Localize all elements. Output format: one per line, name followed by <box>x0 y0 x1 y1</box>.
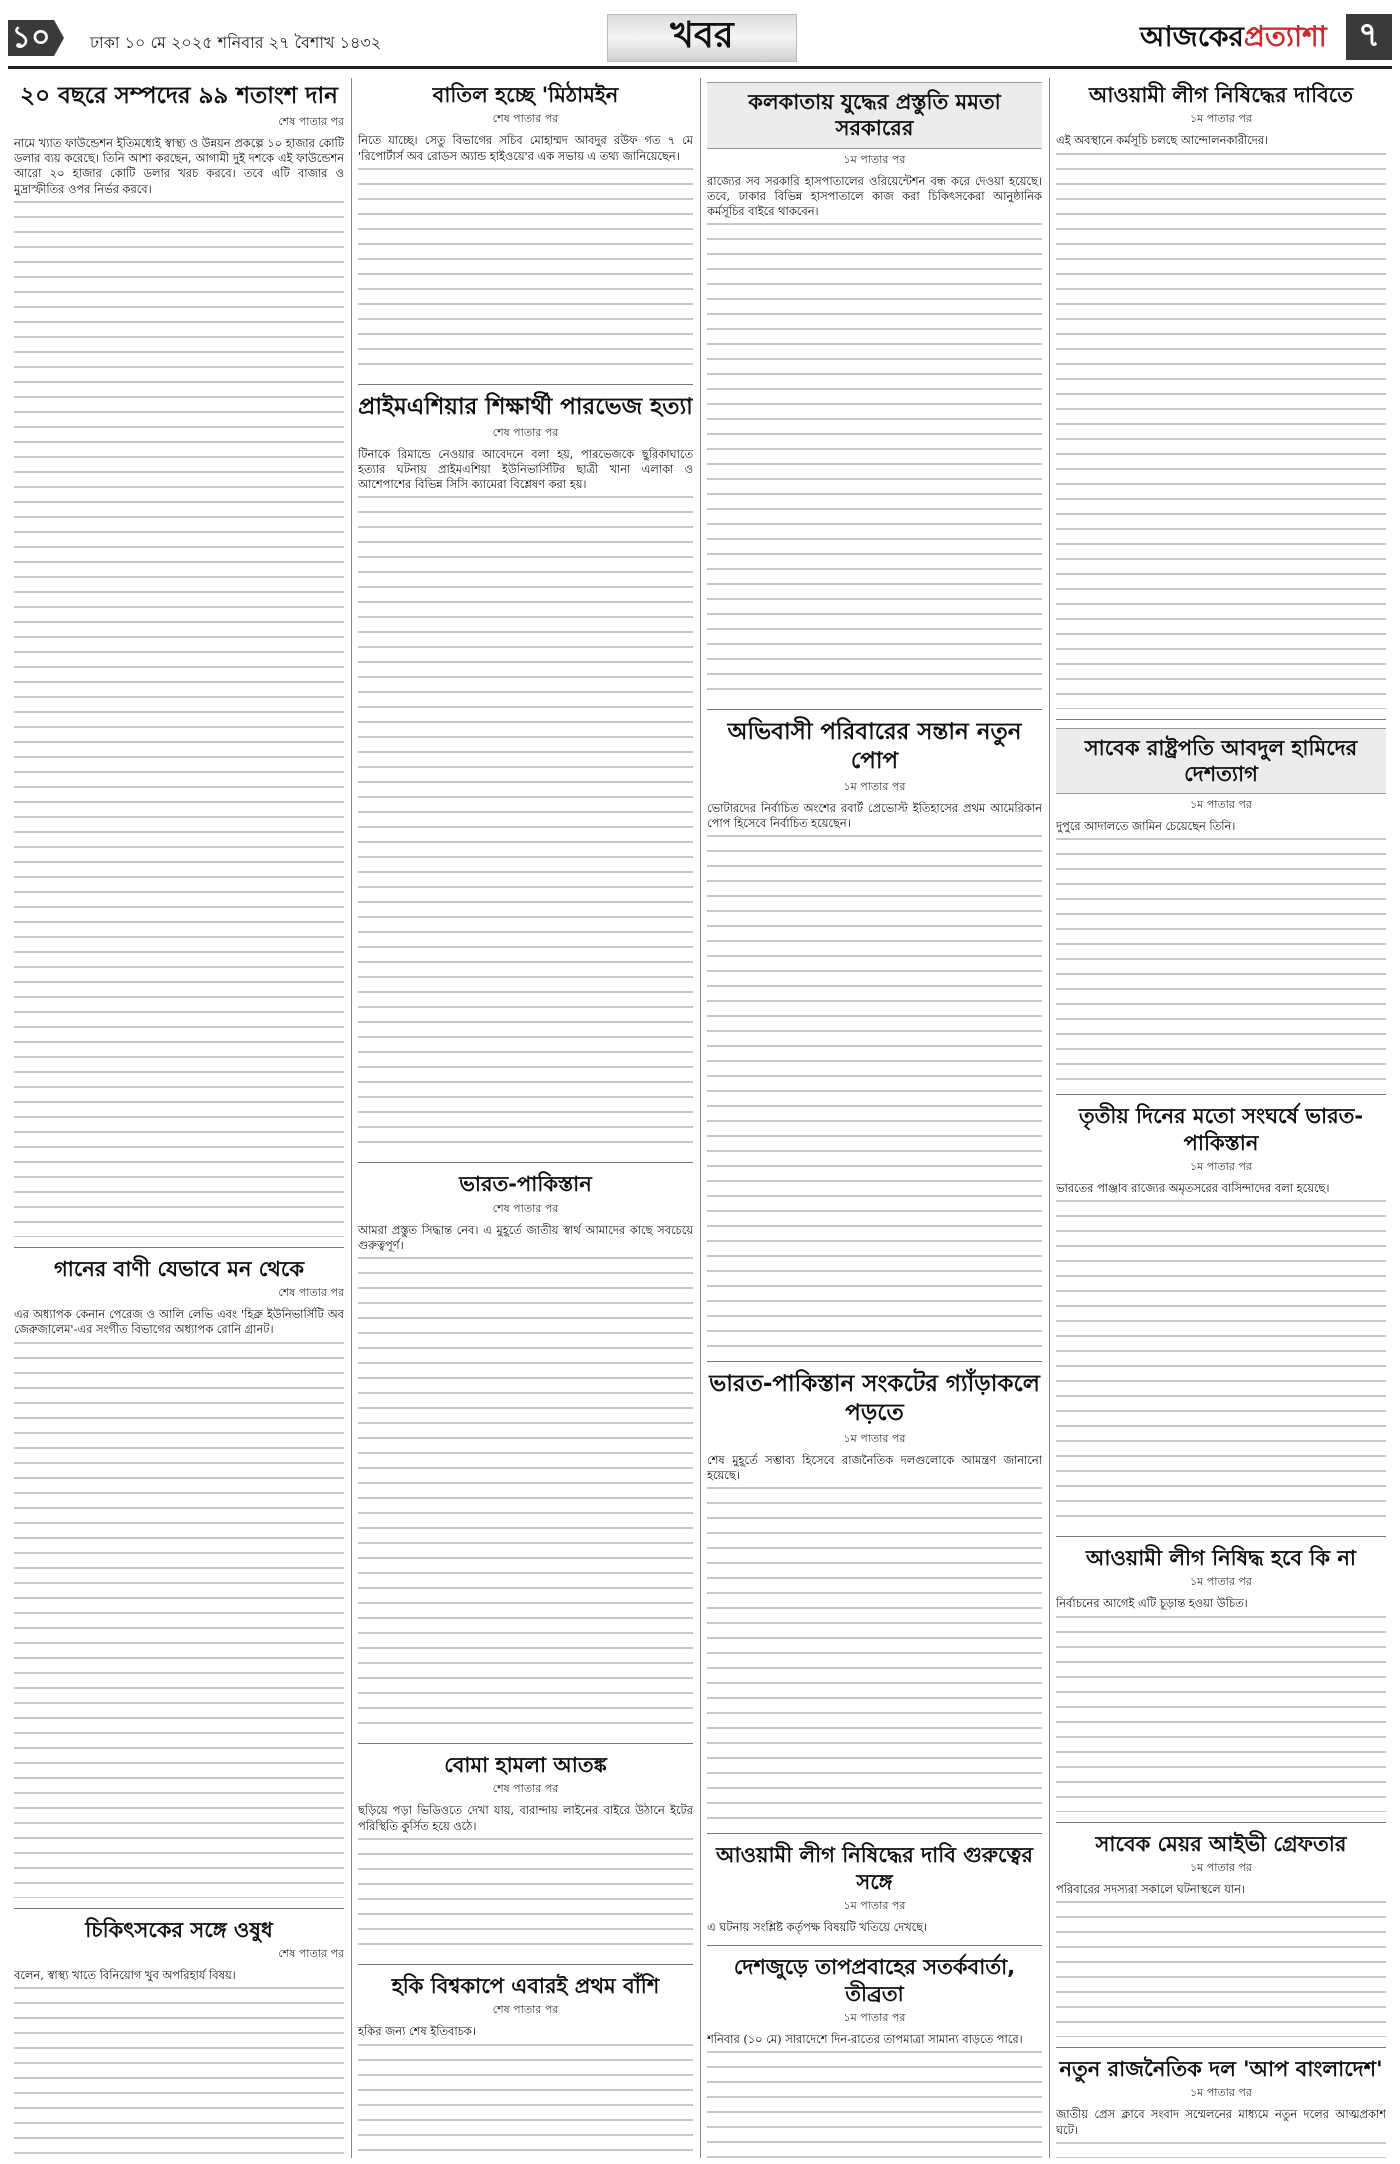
header-rule <box>8 66 1392 69</box>
article-jump-line: শেষ পাতার পর <box>278 1286 344 1300</box>
article-headline: তৃতীয় দিনের মতো সংঘর্ষে ভারত-পাকিস্তান <box>1078 1104 1364 1155</box>
article-jump-line: ১ম পাতার পর <box>843 152 906 166</box>
story-divider <box>707 1361 1042 1362</box>
story-divider <box>1056 1536 1386 1537</box>
logo-part-2: প্রত্যাশা <box>1243 19 1327 53</box>
story-divider <box>707 1945 1042 1946</box>
article-body: ছড়িয়ে পড়া ভিডিওতে দেখা যায়, বারান্দায় লাইনের বাইরে উঠানে ইটের পরিস্থিতি কুর্সিত হয়ে ওঠে। <box>358 1803 693 1833</box>
article-headline: চিকিৎসকের সঙ্গে ওষুধ <box>85 1917 273 1942</box>
article-jump-line: শেষ পাতার পর <box>492 1782 559 1796</box>
article-body: আমরা প্রস্তুত সিদ্ধান্ত নেব। এ মুহূর্তে জাতীয় স্বার্থ আমাদের কাছে সবচেয়ে গুরুত্বপূর্ণ। <box>358 1222 693 1252</box>
story-divider <box>358 384 693 385</box>
column-3 <box>707 78 1042 2158</box>
article-jump-line: ১ম পাতার পর <box>843 1898 906 1912</box>
newspaper-logo <box>1140 18 1326 58</box>
article-body-continued <box>14 1983 344 2158</box>
article-headline: হকি বিশ্বকাপে এবারই প্রথম বাঁশি <box>391 1974 660 1999</box>
article <box>1056 82 1386 709</box>
story-divider <box>14 1247 344 1248</box>
story-divider <box>14 1908 344 1909</box>
article-headline: নতুন রাজনৈতিক দল 'আপ বাংলাদেশ' <box>1059 2057 1383 2082</box>
article-jump-line: ১ম পাতার পর <box>1190 2086 1252 2100</box>
article-body-continued <box>1056 2138 1386 2158</box>
article-body: শেষ মুহূর্তে সম্ভাব্য হিসেবে রাজনৈতিক দলগুলোকে আমন্ত্রণ জানানো হয়েছে। <box>707 1452 1042 1483</box>
article <box>707 82 1042 699</box>
article-headline: ভারত-পাকিস্তান সংকটের গ্যাঁড়াকলে পড়তে <box>709 1371 1040 1427</box>
column-divider <box>351 78 352 2158</box>
article <box>1056 2056 1386 2158</box>
story-divider <box>1056 1094 1386 1095</box>
page-number-left: ১০ <box>8 20 54 56</box>
column-1 <box>14 78 344 2158</box>
story-divider <box>707 709 1042 710</box>
article-jump-line: ১ম পাতার পর <box>1190 1159 1252 1173</box>
article-jump-line: ১ম পাতার পর <box>1190 798 1252 812</box>
column-divider <box>1049 78 1050 2158</box>
article-jump-line: ১ম পাতার পর <box>843 1431 906 1445</box>
article-headline: সাবেক মেয়র আইভী গ্রেফতার <box>1095 1831 1347 1856</box>
article-body: নামে খ্যাত ফাউন্ডেশন ইতিমধ্যেই স্বাস্থ্য ও উন্নয়ন প্রকল্পে ১০ হাজার কোটি ডলার ব্যয় করেছে। তিনি আশা করছেন, আগামী দুই দশকে এই ফাউন্ডেশন আরো ২০ হাজার কোটি ডলার খরচ করবে। তবে এটি বাজার ও মুদ্রাস্ফীতির ওপর নির্ভর করবে। <box>14 135 344 196</box>
article <box>14 82 344 1237</box>
column-2 <box>358 78 693 2158</box>
article <box>707 1842 1042 1935</box>
date-line: ঢাকা ১০ মে ২০২৫ শনিবার ২৭ বৈশাখ ১৪৩২ <box>90 33 382 52</box>
article-headline: দেশজুড়ে তাপপ্রবাহের সতর্কবার্তা, তীব্রতা <box>733 1955 1016 2006</box>
article-jump-line: শেষ পাতার পর <box>278 114 344 128</box>
article-jump-line: ১ম পাতার পর <box>1190 1575 1252 1589</box>
article-body: শনিবার (১০ মে) সারাদেশে দিন-রাতের তাপমাত্রা সামান্য বাড়তে পারে। <box>707 2031 1023 2046</box>
article-body: টিনাকে রিমান্ডে নেওয়ার আবেদনে বলা হয়, পারভেজকে ছুরিকাঘাতে হত্যার ঘটনায় প্রাইমএশিয়া ইউনিভার্সিটির ছাত্রী খানা এলাকা ও আশেপাশের বিভিন্ন সিসি ক্যামেরা বিশ্লেষণ করা হয়। <box>358 446 693 492</box>
article <box>707 1954 1042 2158</box>
page-header <box>0 0 1400 64</box>
article <box>1056 1103 1386 1526</box>
article-headline: সাবেক রাষ্ট্রপতি আবদুল হামিদের দেশত্যাগ <box>1056 728 1386 795</box>
article-jump-line: শেষ পাতার পর <box>492 425 559 439</box>
article-body: দুপুরে আদালতে জামিন চেয়েছেন তিনি। <box>1056 819 1236 834</box>
article-body-continued <box>1056 149 1386 709</box>
article-body-continued <box>1056 1612 1386 1812</box>
article-headline: বোমা হামলা আতঙ্ক <box>444 1753 607 1778</box>
article-headline: বাতিল হচ্ছে 'মিঠামইন <box>432 83 619 107</box>
story-divider <box>358 1162 693 1163</box>
logo-part-1: আজকের <box>1140 19 1244 53</box>
article <box>358 1973 693 2158</box>
article-headline: গানের বাণী যেভাবে মন থেকে <box>53 1256 305 1281</box>
article-headline: আওয়ামী লীগ নিষিদ্ধ হবে কি না <box>1085 1546 1357 1571</box>
article-body: পরিবারের সদস্যরা সকালে ঘটনাস্থলে যান। <box>1056 1881 1245 1896</box>
article-body-continued <box>707 831 1042 1351</box>
article-body: ভোটারদের নির্বাচিত অংশের রবার্ট প্রেভোস্ট ইতিহাসের প্রথম আমেরিকান পোপ হিসেবে নির্বাচিত হয়েছেন। <box>707 800 1042 831</box>
story-divider <box>707 1833 1042 1834</box>
article <box>1056 1831 1386 2038</box>
article-jump-line: শেষ পাতার পর <box>492 2003 559 2017</box>
article-jump-line: ১ম পাতার পর <box>1190 112 1252 126</box>
article-headline: কলকাতায় যুদ্ধের প্রস্তুতি মমতা সরকারের <box>707 82 1042 149</box>
article-body-continued <box>358 2040 693 2158</box>
section-title: খবর <box>607 14 797 62</box>
article-headline: প্রাইমএশিয়ার শিক্ষার্থী পারভেজ হত্যা <box>358 393 693 420</box>
article-headline: অভিবাসী পরিবারের সন্তান নতুন পোপ <box>727 719 1022 775</box>
article-body-continued <box>358 164 693 374</box>
article <box>358 82 693 374</box>
article <box>14 1256 344 1898</box>
article-body-continued <box>707 219 1042 699</box>
article-headline: আওয়ামী লীগ নিষিদ্ধের দাবিতে <box>1089 83 1353 107</box>
article-headline: আওয়ামী লীগ নিষিদ্ধের দাবি গুরুত্বের সঙ্গে <box>716 1843 1033 1894</box>
article <box>358 1752 693 1954</box>
article <box>1056 1545 1386 1812</box>
article-body-continued <box>707 2047 1042 2158</box>
article-body: নির্বাচনের আগেই এটি চূড়ান্ত হওয়া উচিত। <box>1056 1596 1248 1611</box>
article-body: হকির জন্য শেষ ইতিবাচক। <box>358 2024 476 2039</box>
article-body: এর অধ্যাপক কেনান পেরেজ ও আলি লেভি এবং 'হিব্রু ইউনিভার্সিটি অব জেরুজালেম'-এর সংগীত বিভাগের অধ্যাপক রোনি গ্রানট। <box>14 1307 344 1337</box>
article-jump-line: শেষ পাতার পর <box>492 112 559 126</box>
column-4 <box>1056 78 1386 2158</box>
article <box>707 1370 1042 1823</box>
article <box>358 393 693 1153</box>
article-body-continued <box>1056 834 1386 1084</box>
article-body: এই অবস্থানে কর্মসূচি চলছে আন্দোলনকারীদের। <box>1056 133 1269 148</box>
article-jump-line: শেষ পাতার পর <box>278 1946 344 1960</box>
article <box>358 1171 693 1733</box>
story-divider <box>358 1964 693 1965</box>
article-jump-line: ১ম পাতার পর <box>843 779 906 793</box>
article <box>707 718 1042 1351</box>
article-jump-line: ১ম পাতার পর <box>843 2010 906 2024</box>
article-body: বলেন, স্বাস্থ্য খাতে বিনিয়োগ খুব অপরিহার্য বিষয়। <box>14 1967 236 1982</box>
article-body: ভারতের পাঞ্জাব রাজ্যের অমৃতসরের বাসিন্দাদের বলা হয়েছে। <box>1056 1180 1330 1195</box>
story-divider <box>1056 2047 1386 2048</box>
article-body-continued <box>1056 1897 1386 2037</box>
article-headline: ২০ বছরে সম্পদের ৯৯ শতাংশ দান <box>20 83 338 109</box>
article-jump-line: ১ম পাতার পর <box>1190 1860 1252 1874</box>
column-divider <box>700 78 701 2158</box>
article-body-continued <box>14 1338 344 1898</box>
article-jump-line: শেষ পাতার পর <box>492 1201 559 1215</box>
article-body-continued <box>358 492 693 1152</box>
article-body: নিতে যাচ্ছে। সেতু বিভাগের সচিব মোহাম্মদ আবদুর রউফ গত ৭ মে 'রিপোর্টার্স অব রোডস অ্যান্ড হাইওয়ে'র এক সভায় এ তথ্য জানিয়েছেন। <box>358 133 693 163</box>
article-body-continued <box>358 1253 693 1733</box>
story-divider <box>1056 719 1386 720</box>
story-divider <box>358 1743 693 1744</box>
article-body-continued <box>358 1834 693 1954</box>
article <box>14 1917 344 2158</box>
article <box>1056 728 1386 1085</box>
article-body-continued <box>707 1483 1042 1823</box>
story-divider <box>1056 1822 1386 1823</box>
article-body: এ ঘটনায় সংশ্লিষ্ট কর্তৃপক্ষ বিষয়টি খতিয়ে দেখছে। <box>707 1919 928 1934</box>
article-body-continued <box>1056 1196 1386 1526</box>
article-body-continued <box>14 197 344 1237</box>
article-headline: ভারত-পাকিস্তান <box>459 1172 592 1197</box>
article-body: জাতীয় প্রেস ক্লাবে সংবাদ সম্মেলনের মাধ্যমে নতুন দলের আত্মপ্রকাশ ঘটে। <box>1056 2107 1386 2137</box>
article-body: রাজ্যের সব সরকারি হাসপাতালের ওরিয়েন্টেশন বন্ধ করে দেওয়া হয়েছে। তবে, ঢাকার বিভিন্ন হাসপাতালে কাজ করা চিকিৎসকেরা আনুষ্ঠানিক কর্মসূচির বাইরে থাকবেন। <box>707 173 1042 219</box>
page-number-right: ৭ <box>1346 14 1392 60</box>
